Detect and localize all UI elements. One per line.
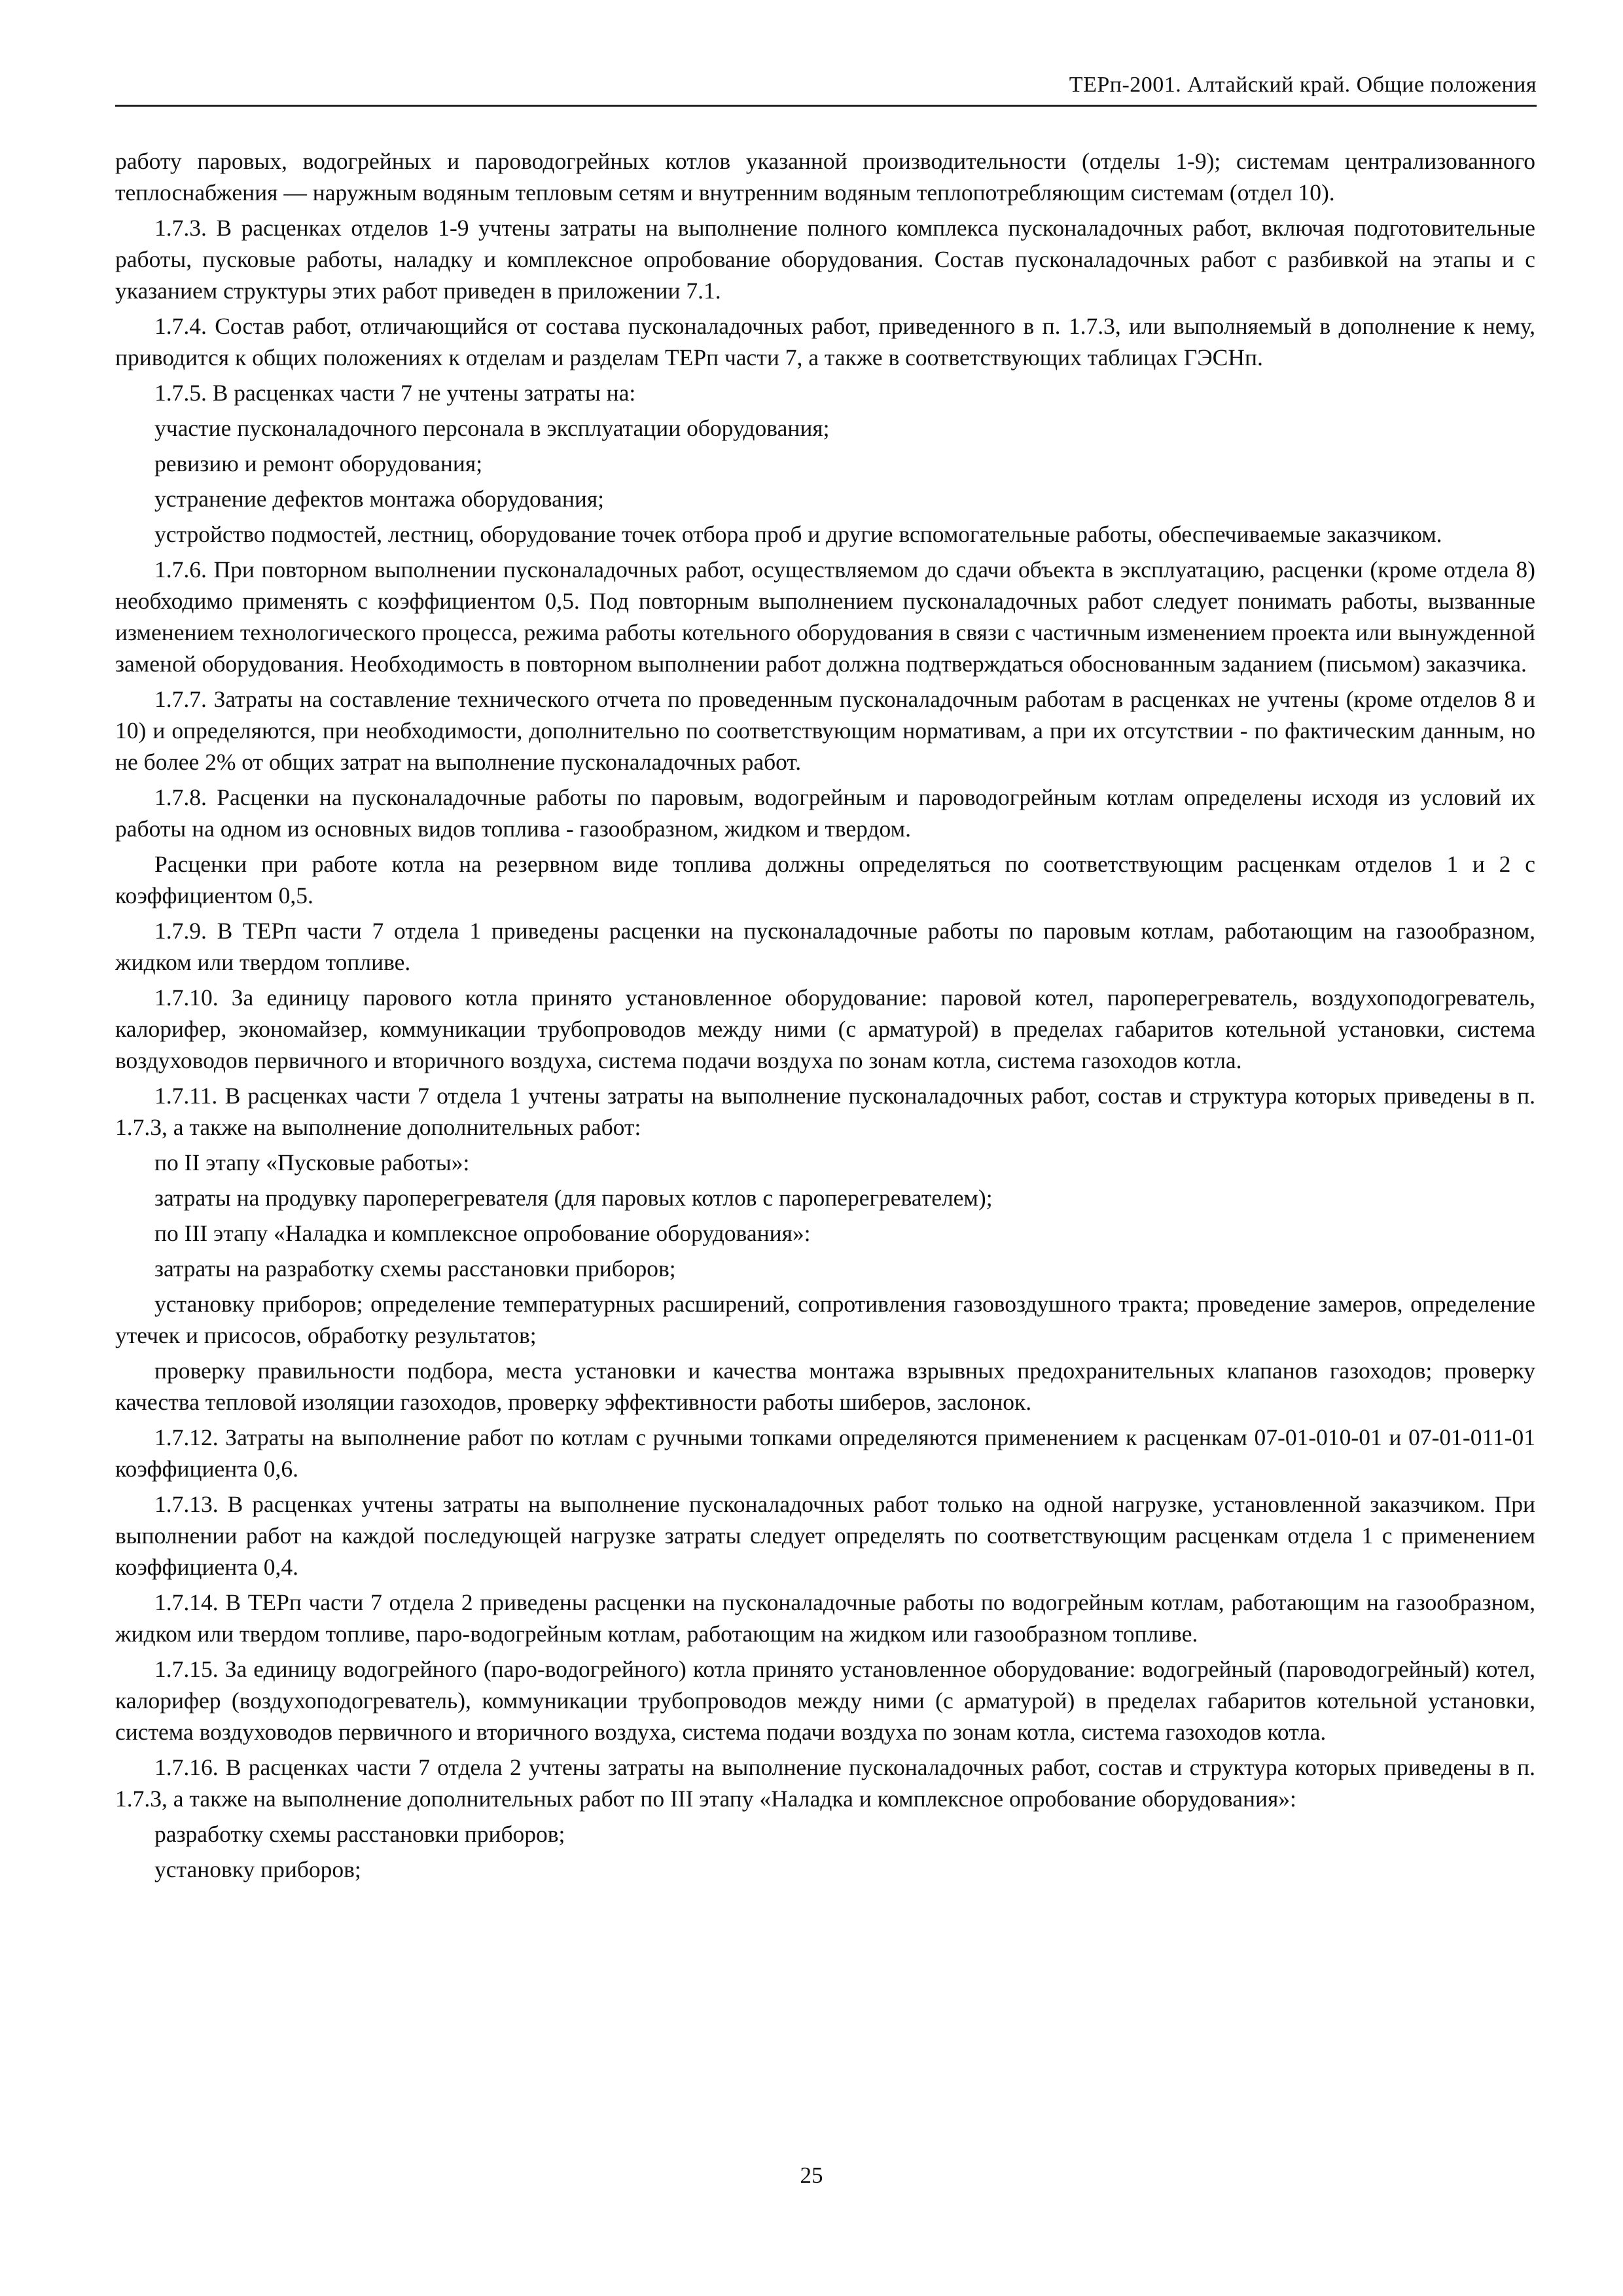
paragraph: ревизию и ремонт оборудования; (154, 450, 483, 476)
paragraph: 1.7.10. За единицу парового котла принято установленное оборудование: паровой котел, пароперегреватель, воздухоподогреватель, калорифер, экономайзер, коммуникации трубопроводов между ними (с арматурой) в пределах габаритов котельной установки, система воздуховодов первичного и вторичного воздуха, система подачи воздуха по зонам котла, система газоходов котла. (115, 984, 1535, 1073)
paragraph: установку приборов; определение температурных расширений, сопротивления газовоздушного тракта; проведение замеров, определение утечек и присосов, обработку результатов; (115, 1291, 1535, 1348)
paragraph: устранение дефектов монтажа оборудования; (154, 486, 605, 512)
paragraph: 1.7.5. В расценках части 7 не учтены затраты на: (154, 380, 636, 406)
paragraph: 1.7.16. В расценках части 7 отдела 2 учтены затраты на выполнение пусконаладочных работ, состав и структура которых приведены в п. 1.7.3, а также на выполнение дополнительных работ по III этапу «Наладка и комплексное опробование оборудования»: (115, 1754, 1535, 1812)
running-header (115, 65, 1537, 107)
paragraph: установку приборов; (154, 1856, 361, 1882)
paragraph: затраты на разработку схемы расстановки приборов; (154, 1255, 676, 1282)
paragraph: 1.7.12. Затраты на выполнение работ по котлам с ручными топками определяются применением к расценкам 07-01-010-01 и 07-01-011-01 коэффициента 0,6. (115, 1424, 1535, 1482)
paragraph: 1.7.7. Затраты на составление технического отчета по проведенным пусконаладочным работам в расценках не учтены (кроме отделов 8 и 10) и определяются, при необходимости, дополнительно по соответствующим нормативам, а при их отсутствии - по фактическим данным, но не более 2% от общих затрат на выполнение пусконаладочных работ. (115, 686, 1535, 775)
paragraph: работу паровых, водогрейных и пароводогрейных котлов указанной производительности (отделы 1-9); системам централизованного теплоснабжения — наружным водяным тепловым сетям и внутренним водяным теплопотребляющим системам (отдел 10). (115, 148, 1535, 206)
paragraph: 1.7.9. В ТЕРп части 7 отдела 1 приведены расценки на пусконаладочные работы по паровым котлам, работающим на газообразном, жидком или твердом топливе. (115, 918, 1535, 975)
paragraph: устройство подмостей, лестниц, оборудование точек отбора проб и другие вспомогательные работы, обеспечиваемые заказчиком. (154, 521, 1442, 547)
paragraph: 1.7.3. В расценках отделов 1-9 учтены затраты на выполнение полного комплекса пусконаладочных работ, включая подготовительные работы, пусковые работы, наладку и комплексное опробование оборудования. Состав пусконаладочных работ с разбивкой на этапы и с указанием структуры этих работ приведен в приложении 7.1. (115, 215, 1535, 304)
paragraph: 1.7.14. В ТЕРп части 7 отдела 2 приведены расценки на пусконаладочные работы по водогрейным котлам, работающим на газообразном, жидком или твердом топливе, паро-водогрейным котлам, работающим на жидком или газообразном топливе. (115, 1589, 1535, 1647)
document-body (115, 145, 1535, 1889)
paragraph: разработку схемы расстановки приборов; (154, 1821, 565, 1847)
paragraph: по III этапу «Наладка и комплексное опробование оборудования»: (154, 1220, 811, 1246)
paragraph: Расценки при работе котла на резервном виде топлива должны определяться по соответствующим расценкам отделов 1 и 2 с коэффициентом 0,5. (115, 851, 1535, 908)
paragraph: 1.7.4. Состав работ, отличающийся от состава пусконаладочных работ, приведенного в п. 1.7.3, или выполняемый в дополнение к нему, приводится к общих положениях к отделам и разделам ТЕРп части 7, а также в соответствующих таблицах ГЭСНп. (115, 313, 1535, 370)
paragraph: 1.7.13. В расценках учтены затраты на выполнение пусконаладочных работ только на одной нагрузке, установленной заказчиком. При выполнении работ на каждой последующей нагрузке затраты следует определять по соответствующим расценкам отдела 1 с применением коэффициента 0,4. (115, 1491, 1535, 1580)
paragraph: затраты на продувку пароперегревателя (для паровых котлов с пароперегревателем); (154, 1185, 993, 1211)
paragraph: 1.7.11. В расценках части 7 отдела 1 учтены затраты на выполнение пусконаладочных работ, состав и структура которых приведены в п. 1.7.3, а также на выполнение дополнительных работ: (115, 1083, 1535, 1140)
paragraph: 1.7.8. Расценки на пусконаладочные работы по паровым, водогрейным и пароводогрейным котлам определены исходя из условий их работы на одном из основных видов топлива - газообразном, жидком и твердом. (115, 784, 1535, 842)
paragraph: участие пусконаладочного персонала в эксплуатации оборудования; (154, 415, 830, 441)
paragraph: 1.7.6. При повторном выполнении пусконаладочных работ, осуществляемом до сдачи объекта в эксплуатацию, расценки (кроме отдела 8) необходимо применять с коэффициентом 0,5. Под повторным выполнением пусконаладочных работ следует понимать работы, вызванные изменением технологического процесса, режима работы котельного оборудования в связи с частичным изменением проекта или вынужденной заменой оборудования. Необходимость в повторном выполнении работ должна подтверждаться обоснованным заданием (письмом) заказчика. (115, 556, 1535, 677)
paragraph: проверку правильности подбора, места установки и качества монтажа взрывных предохранительных клапанов газоходов; проверку качества тепловой изоляции газоходов, проверку эффективности работы шиберов, заслонок. (115, 1357, 1535, 1415)
paragraph: 1.7.15. За единицу водогрейного (паро-водогрейного) котла принято установленное оборудование: водогрейный (пароводогрейный) котел, калорифер (воздухоподогреватель), коммуникации трубопроводов между ними (с арматурой) в пределах габаритов котельной установки, система воздуховодов первичного и вторичного воздуха, система подачи воздуха по зонам котла, система газоходов котла. (115, 1656, 1535, 1745)
paragraph: по II этапу «Пусковые работы»: (154, 1149, 470, 1175)
page-number: 25 (800, 2162, 823, 2188)
header-title: ТЕРп-2001. Алтайский край. Общие положения (1069, 73, 1537, 97)
